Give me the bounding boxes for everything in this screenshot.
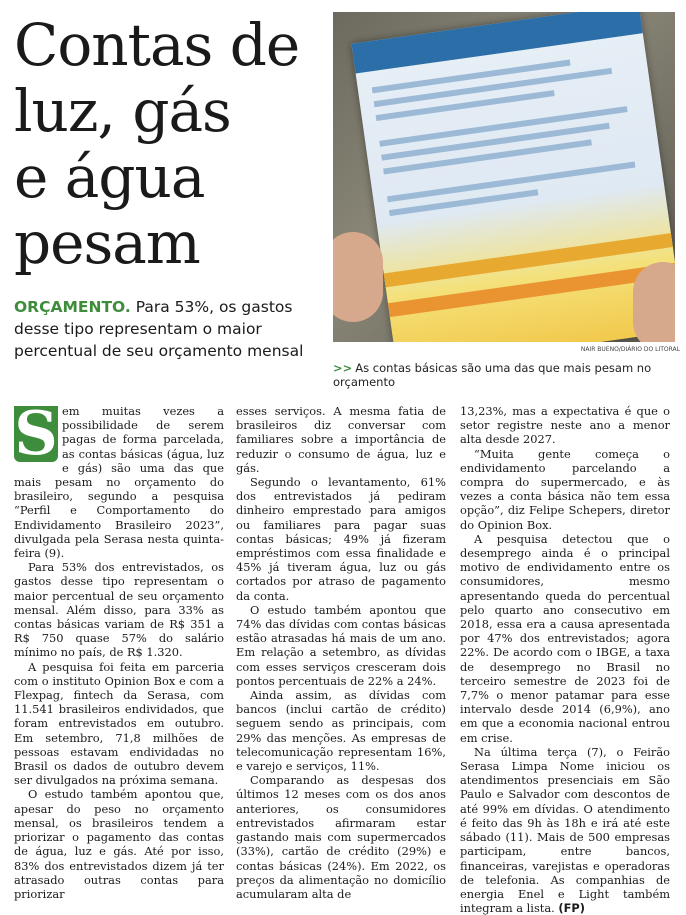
hand-illustration <box>633 262 675 342</box>
article-column-3 <box>460 404 670 915</box>
paragraph: Segundo o levantamento, 61% dos entrevistados já pediram dinheiro emprestado para amigos ou familiares para pagar suas contas básicas; 49% já fizeram empréstimos com essa finalidade e 45% já tiveram água, luz ou gás cortados por atraso de pagamento da conta. <box>236 475 446 603</box>
paragraph: esses serviços. A mesma fatia de brasileiros diz conversar com familiares sobre a importância de reduzir o consumo de água, luz e gás. <box>236 404 446 475</box>
photo-utility-bill <box>333 12 675 342</box>
paragraph: S em muitas vezes a possibilidade de serem pagas de forma parcelada, as contas básicas (água, luz e gás) são uma das que mais pesam no orçamento do brasileiro, segundo a pesquisa “Perfil e Comportamento do Endividamento Brasileiro 2023”, divulgada pela Serasa nesta quinta-feira (9). <box>14 399 224 561</box>
paragraph: Na última terça (7), o Feirão Serasa Limpa Nome iniciou os atendimentos presenciais em São Paulo e Salvador com descontos de até 99% em dívidas. O atendimento é feito das 9h às 18h e irá até este sábado (11). Mais de 500 empresas participam, entre bancos, financeiras, varejistas e operadoras de telefonia. As companhias de energia Enel e Light também integram a lista. (FP) <box>460 744 670 915</box>
author-signature: (FP) <box>558 901 585 915</box>
paragraph: “Muita gente começa o endividamento parcelando a compra do supermercado, e às vezes a conta básica não tem essa opção”, diz Felipe Schepers, diretor do Opinion Box. <box>460 446 670 532</box>
paragraph: Comparando as despesas dos últimos 12 meses com os dos anos anteriores, os consumidores entrevistados afirmaram estar gastando mais com supermercados (33%), cartão de crédito (29%) e contas básicas (24%). Em 2022, os preços da alimentação no domicílio acumularam alta de <box>236 773 446 901</box>
headline-line: Contas de <box>14 11 300 79</box>
headline-line: pesam <box>14 209 200 277</box>
utility-bill-illustration <box>351 12 675 342</box>
photo-credit: NAIR BUENO/DIÁRIO DO LITORAL <box>580 346 680 353</box>
lede <box>14 296 324 362</box>
paragraph: O estudo também apontou que, apesar do peso no orçamento mensal, os brasileiros tendem a priorizar o pagamento das contas de água, luz e gás. Até por isso, 83% dos entrevistados dizem já ter atrasado outras contas para priorizar <box>14 787 224 901</box>
caption-text: As contas básicas são uma das que mais pesam no orçamento <box>333 361 652 389</box>
paragraph: A pesquisa detectou que o desemprego ainda é o principal motivo de endividamento entre os consumidores, mesmo apresentando queda do percentual pelo quarto ano consecutivo em 2018, essa era a causa apresentada por 47% dos entrevistados; agora 22%. De acordo com o IBGE, a taxa de desemprego no Brasil no terceiro semestre de 2023 foi de 7,7% o menor patamar para esse intervalo desde 2014 (6,9%), ano em que a economia nacional entrou em crise. <box>460 531 670 745</box>
paragraph: A pesquisa foi feita em parceria com o instituto Opinion Box e com a Flexpag, fintech da Serasa, com 11.541 brasileiros endividados, que foram entrevistados em outubro. Em setembro, 71,8 milhões de pessoas estavam endividadas no Brasil os dados de outubro devem ser divulgados na próxima semana. <box>14 659 224 788</box>
article-column-1 <box>14 399 224 901</box>
drop-cap: S <box>14 399 58 469</box>
headline <box>14 12 334 276</box>
article-column-2 <box>236 404 446 901</box>
lede-kicker: ORÇAMENTO. <box>14 298 131 316</box>
lede-text: Para 53%, os gastos desse tipo representam o maior percentual de seu orçamento mensal <box>14 298 304 360</box>
paragraph: 13,23%, mas a expectativa é que o setor registre neste ano a menor alta desde 2027. <box>460 404 670 447</box>
paragraph: O estudo também apontou que 74% das dívidas com contas básicas estão atrasadas há mais de um ano. Em relação a setembro, as dívidas com esses serviços cresceram dois pontos percentuais de 22% a 24%. <box>236 602 446 688</box>
caption-arrow-icon: >> <box>333 361 353 375</box>
paragraph: Para 53% dos entrevistados, os gastos desse tipo representam o maior percentual de seu orçamento mensal. Além disso, para 33% as contas básicas variam de R$ 351 a R$ 750 quase 57% do salário mínimo no país, de R$ 1.320. <box>14 560 224 660</box>
hand-illustration <box>333 232 383 322</box>
headline-line: e água <box>14 143 205 211</box>
headline-line: luz, gás <box>14 77 231 145</box>
paragraph: Ainda assim, as dívidas com bancos (inclui cartão de crédito) seguem sendo as principais, com 29% das menções. As empresas de telecomunicação representam 16%, e varejo e serviços, 11%. <box>236 688 446 774</box>
photo-caption <box>333 361 683 389</box>
